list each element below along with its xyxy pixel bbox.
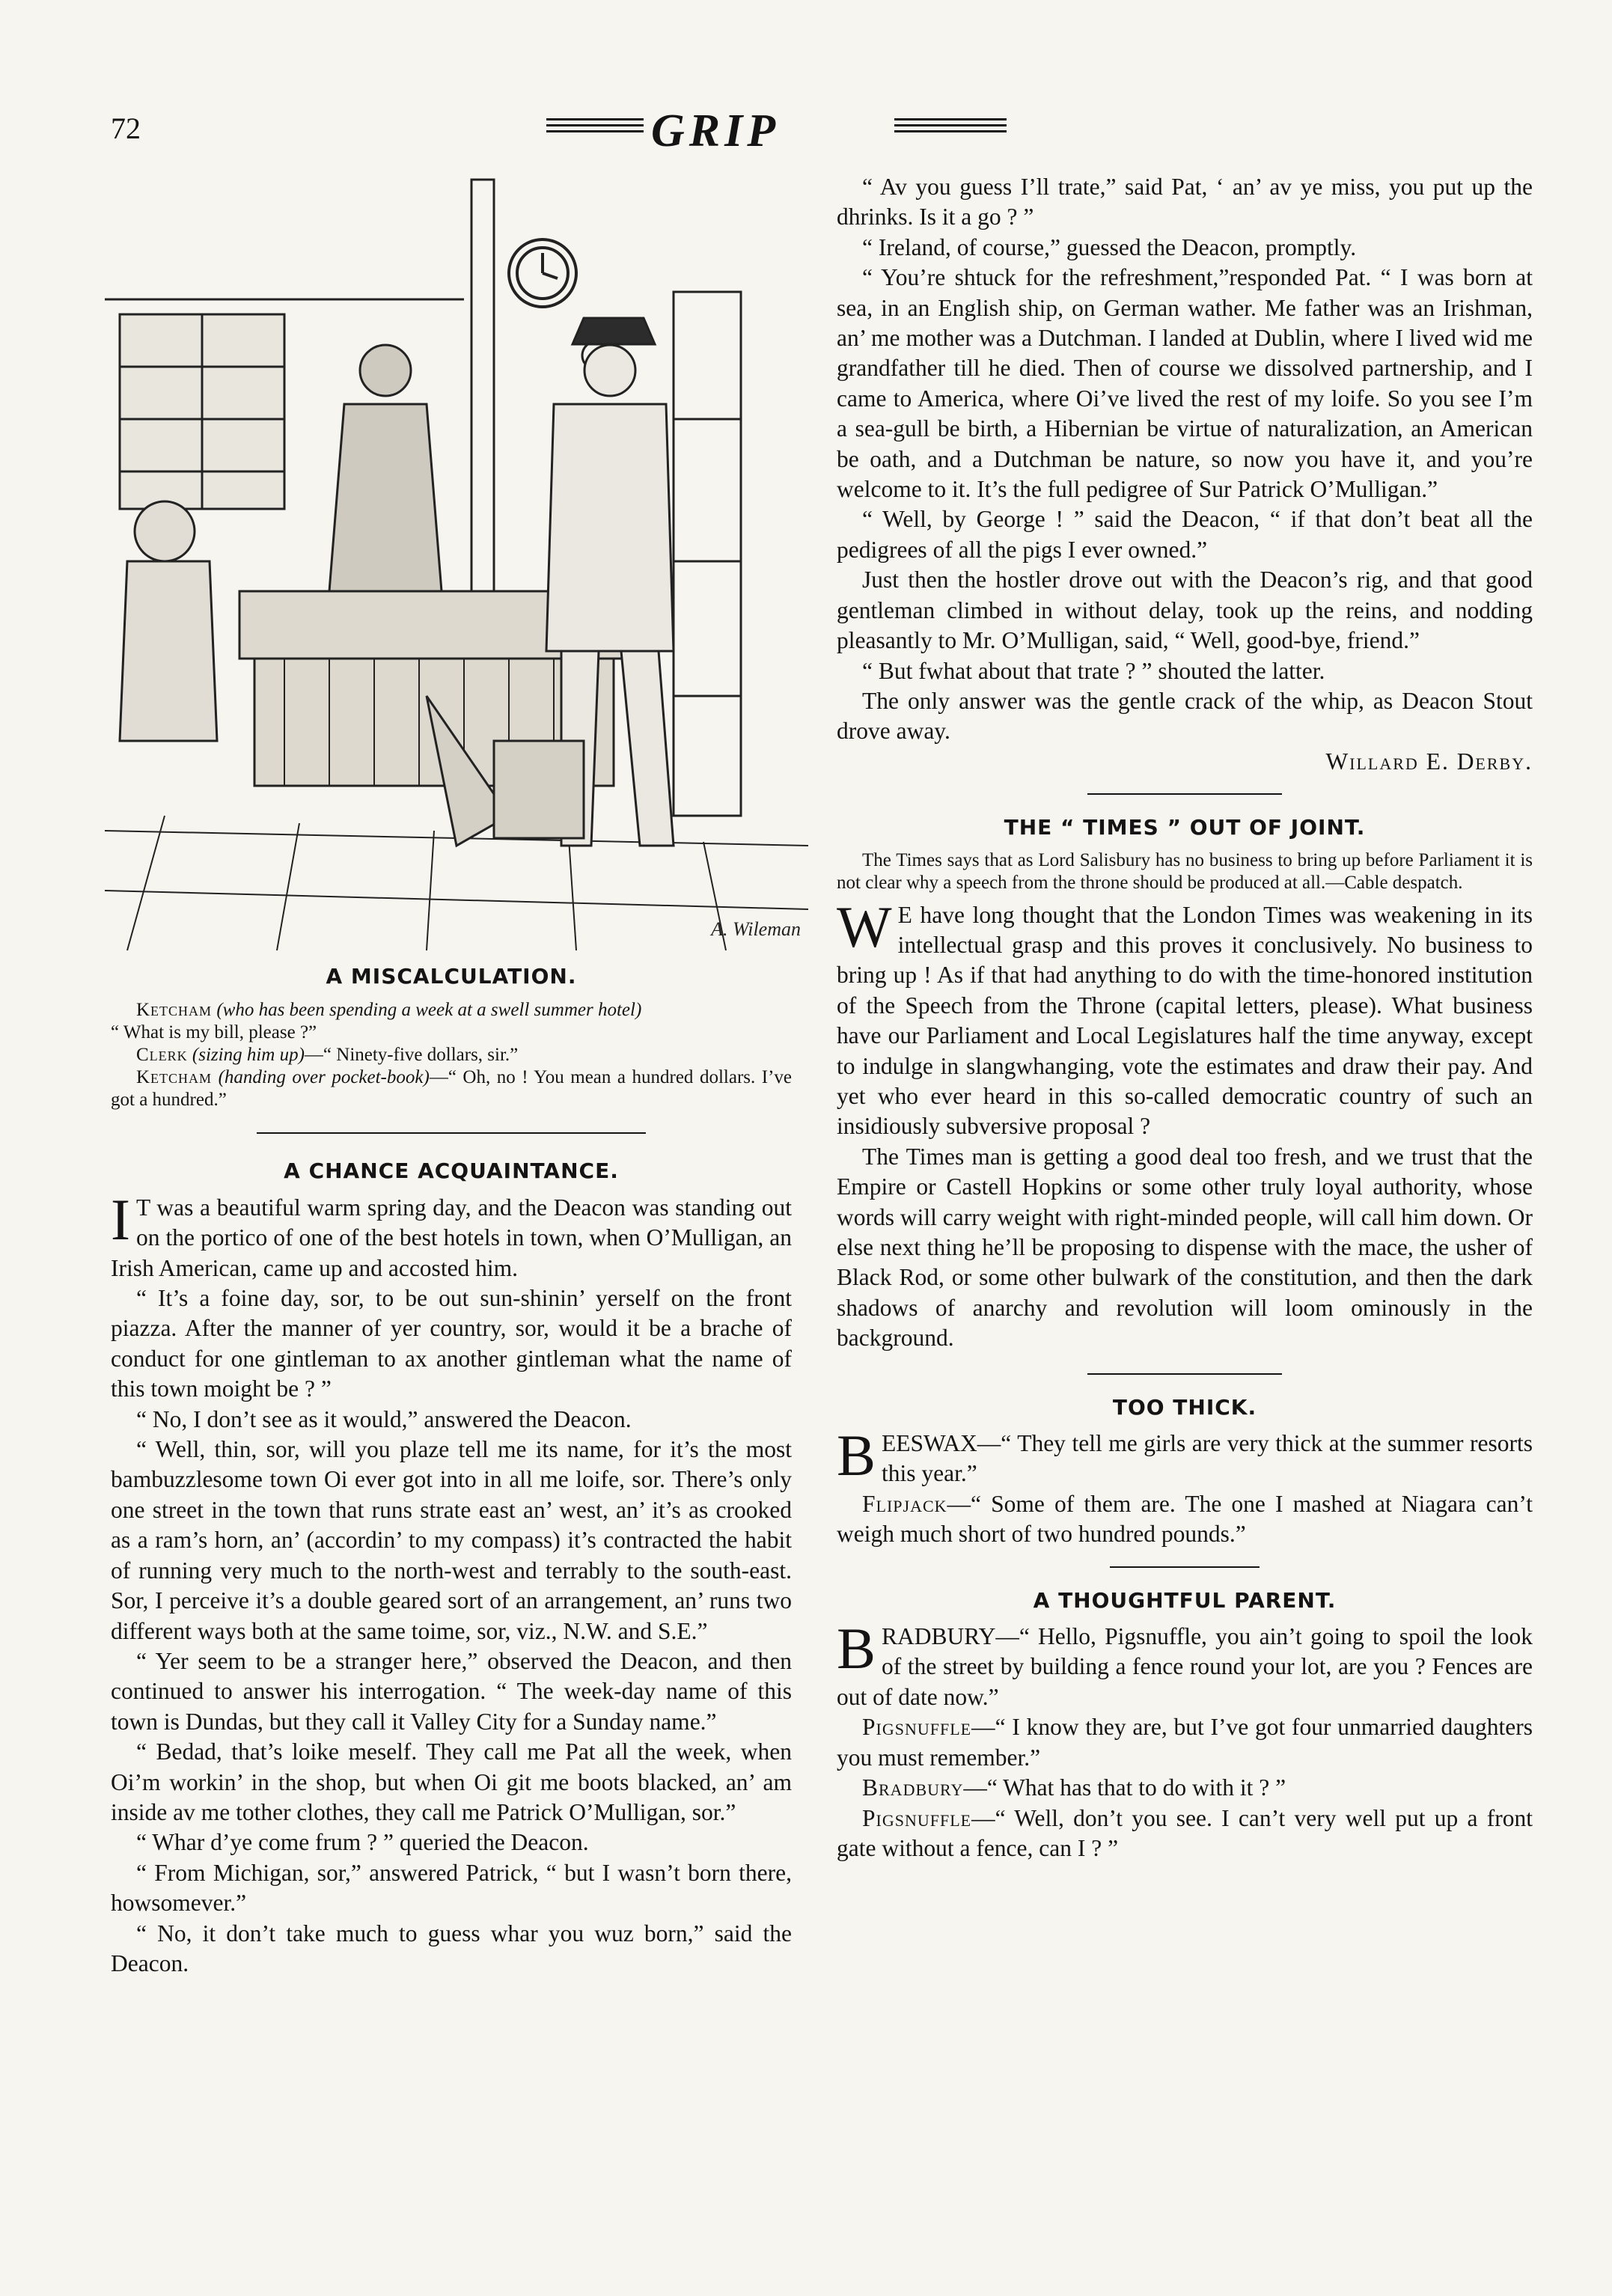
drop-cap: B — [837, 1616, 876, 1682]
paragraph: “ You’re shtuck for the refreshment,”responded Pat. “ I was born at sea, in an English ship, on German wather. Me father was an Irishman, an’ me mother was a Dutchman. I landed at Dublin, where I lived wid me grandfather till he died. Then of course we dissolved partnership, and I came to America, where Oi’ve lived the rest of my loife. So you see I’m a sea-gull be birth, a Hibernian be virtue of naturalization, an American be oath, and a Dutchman be nature, so now you have it, and you’re welcome to it. It’s the full pedigree of Sur Patrick O’Mulligan.” — [837, 264, 1533, 503]
masthead-rule-right — [894, 118, 1007, 138]
miscalc-body — [111, 999, 792, 1111]
engraving-illustration — [105, 172, 808, 950]
byline: Willard E. Derby. — [1325, 748, 1533, 775]
parent-title: A THOUGHTFUL PARENT. — [1033, 1587, 1337, 1613]
paragraph: The only answer was the gentle crack of the whip, as Deacon Stout drove away. — [837, 687, 1533, 745]
paragraph: “ It’s a foine day, sor, to be out sun-shinin’ yerself on the front piazza. After the manner of yer country, sor, would it be a brache of conduct for one gintleman to ax another gintleman what the name of this town moight be ? ” — [111, 1285, 792, 1402]
section-divider — [1110, 1566, 1260, 1568]
paragraph: “ No, I don’t see as it would,” answered the Deacon. — [136, 1405, 632, 1432]
paragraph: “ From Michigan, sor,” answered Patrick, “ but I wasn’t born there, howsomever.” — [111, 1859, 792, 1917]
thick-title: TOO THICK. — [1112, 1394, 1257, 1420]
speaker: Bradbury — [862, 1774, 964, 1801]
paragraph: “ Bedad, that’s loike meself. They call me Pat all the week, when Oi’m workin’ in the shop, but when Oi git me boots blacked, an’ am inside av me tother clothes, they call me Patrick O’Mulligan, sor.” — [111, 1738, 792, 1825]
masthead-title: GRIP — [651, 106, 781, 156]
paragraph: T was a beautiful warm spring day, and the Deacon was standing out on the portico of one of the best hotels in town, when O’Mulligan, an Irish American, came up and accosted him. — [111, 1194, 792, 1281]
paragraph: Just then the hostler drove out with the Deacon’s rig, and that good gentleman climbed in without delay, took up the reins, and nodding pleasantly to Mr. O’Mulligan, said, “ Well, good-bye, friend.” — [837, 567, 1533, 654]
dialogue: —“ I know they are, but I’ve got four unmarried daughters you must remember.” — [837, 1714, 1533, 1771]
artist-signature: A. Wileman — [711, 918, 801, 940]
paragraph: EESWAX—“ They tell me girls are very thick at the summer resorts this year.” — [882, 1430, 1533, 1487]
stage-direction: (who has been spending a week at a swell summer hotel) — [216, 1000, 642, 1021]
times-lead: The Times says that as Lord Salisbury has no business to bring up before Parliament it is not clear why a speech from the throne should be produced at all.—Cable despatch. — [837, 849, 1533, 893]
speaker: Ketcham — [136, 1000, 213, 1021]
speaker: Pigsnuffle — [862, 1804, 972, 1831]
paragraph: “ But fwhat about that trate ? ” shouted the latter. — [862, 657, 1325, 684]
left-column — [111, 962, 792, 1979]
paragraph: “ Ireland, of course,” guessed the Deacon, promptly. — [862, 233, 1357, 260]
paragraph: “ No, it don’t take much to guess whar you wuz born,” said the Deacon. — [111, 1920, 792, 1976]
section-divider — [1087, 1373, 1282, 1375]
drop-cap: B — [837, 1423, 876, 1489]
page-number: 72 — [111, 112, 141, 145]
paragraph: E have long thought that the London Times was weakening in its intellectual grasp and this proves it conclusively. No business to bring up ! As if that had anything to do with the time-honored institution of the Speech from the Throne (capital letters, please). What business have our Parliament and Local Legislatures half the time anyway, except to indulge in slangwhanging, vote the estimates and draw their pay. And yet who ever heard in this so-called democratic country of such an insidiously subversive proposal ? — [837, 901, 1533, 1140]
paragraph: “ Av you guess I’ll trate,” said Pat, ‘ an’ av ye miss, you put up the dhrinks. Is it a go ? ” — [837, 174, 1533, 230]
times-title: THE “ TIMES ” OUT OF JOINT. — [1004, 815, 1366, 840]
paragraph: The Times man is getting a good deal too fresh, and we trust that the Empire or Castell Hopkins or some other truly loyal authority, whose words will carry weight with right-minded people, will call him down. Or else next thing he’ll be proposing to dispense with the mace, the usher of Black Rod, or some other bulwark of the constitution, and then the dark shadows of anarchy and revolution will loom ominously in the background. — [837, 1143, 1533, 1352]
speaker: Pigsnuffle — [862, 1714, 972, 1741]
dialogue: —“ Ninety-five dollars, sir.” — [304, 1045, 519, 1066]
drop-cap: W — [837, 894, 892, 959]
speaker: Clerk — [136, 1045, 188, 1066]
paragraph: “ Yer seem to be a stranger here,” observed the Deacon, and then continued to answer his interrogation. “ The week-day name of this town is Dundas, but they call it Valley City for a Sunday name.” — [111, 1647, 792, 1735]
dialogue: —“ Well, don’t you see. I can’t very well put up a front gate without a fence, can I ? ” — [837, 1804, 1533, 1861]
miscalc-title: A MISCALCULATION. — [326, 964, 577, 989]
paragraph: “ Whar d’ye come frum ? ” queried the Deacon. — [136, 1829, 589, 1856]
drop-cap: I — [111, 1186, 130, 1252]
dialogue: —“ Oh, no ! You mean a hundred dollars. I’ve got a hundred.” — [111, 1067, 793, 1111]
section-divider — [1087, 793, 1282, 795]
right-column — [837, 172, 1533, 1863]
masthead-rule-left — [546, 118, 644, 138]
stage-direction: (sizing him up) — [192, 1045, 305, 1066]
paragraph: “ Well, thin, sor, will you plaze tell me its name, for it’s the most bambuzzlesome town Oi ever got into in all me loife, sor. There’s only one street in the town that runs strate east an’ west, an’ it’s as crooked as a ram’s horn, an’ (accordin’ to my compass) it’s contracted the habit of running very much to the north-west and terrably to the south-east. Sor, I perceive it’s a double geared sort of an arrangement, an’ runs two different ways both at the same toime, sor, viz., N.W. and S.E.” — [111, 1436, 792, 1644]
paragraph: “ Well, by George ! ” said the Deacon, “ if that don’t beat all the pedigrees of all the pigs I ever owned.” — [837, 506, 1533, 563]
dialogue: —“ What has that to do with it ? ” — [963, 1774, 1286, 1801]
chance-title: A CHANCE ACQUAINTANCE. — [284, 1158, 619, 1184]
speaker: Flipjack — [862, 1490, 947, 1517]
dialogue: “ What is my bill, please ?” — [111, 1022, 317, 1043]
stage-direction: (handing over pocket-book) — [218, 1067, 430, 1088]
speaker: Ketcham — [136, 1067, 213, 1088]
paragraph: RADBURY—“ Hello, Pigsnuffle, you ain’t going to spoil the look of the street by building a fence round your lot, are you ? Fences are out of date now.” — [837, 1623, 1533, 1710]
section-divider — [257, 1132, 646, 1134]
dialogue: —“ Some of them are. The one I mashed at Niagara can’t weigh much short of two hundred pounds.” — [837, 1490, 1533, 1548]
